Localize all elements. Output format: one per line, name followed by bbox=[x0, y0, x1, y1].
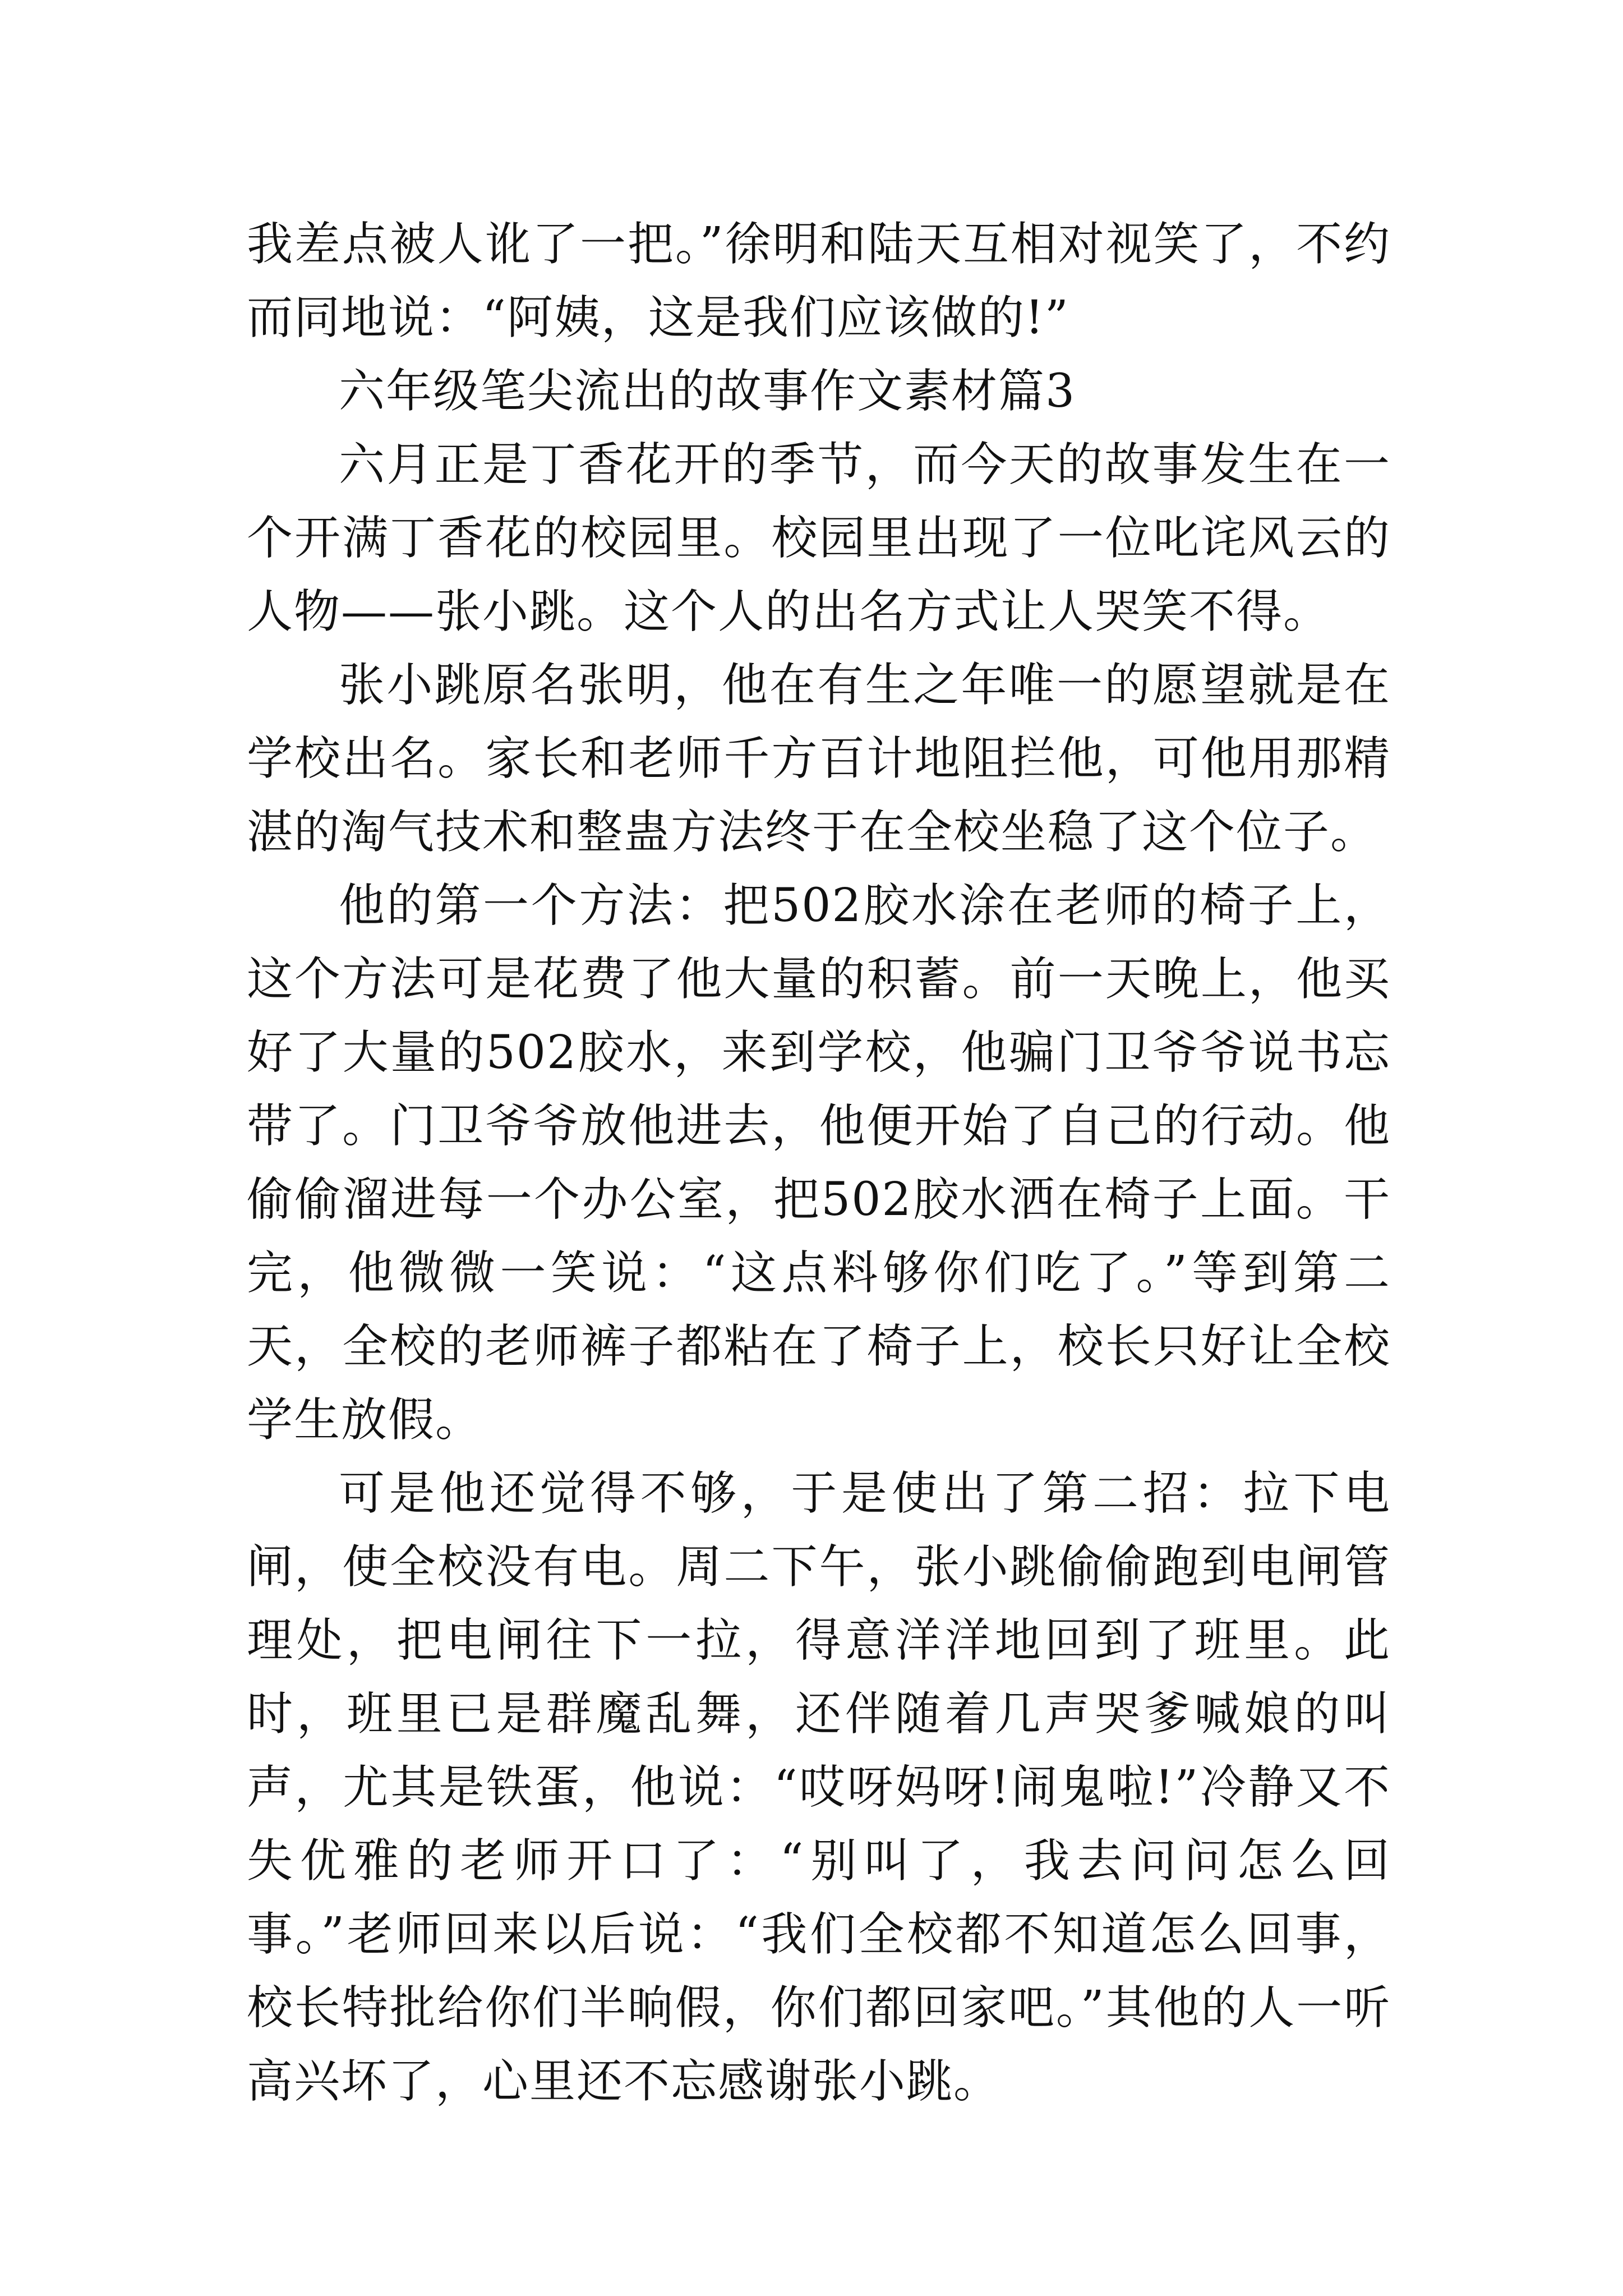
paragraph-3: 张小跳原名张明，他在有生之年唯一的愿望就是在学校出名。家长和老师千方百计地阻拦他，可他用那精湛的淘气技术和整蛊方法终于在全校坐稳了这个位子。 bbox=[247, 659, 1391, 859]
body-text bbox=[247, 208, 1391, 2118]
paragraph-2: 六月正是丁香花开的季节，而今天的故事发生在一个开满丁香花的校园里。校园里出现了一位叱诧风云的人物——张小跳。这个人的出名方式让人哭笑不得。 bbox=[247, 438, 1391, 638]
paragraph-5: 可是他还觉得不够，于是使出了第二招：拉下电闸，使全校没有电。周二下午，张小跳偷偷跑到电闸管理处，把电闸往下一拉，得意洋洋地回到了班里。此时，班里已是群魔乱舞，还伴随着几声哭爹喊娘的叫声，尤其是铁蛋，他说：“哎呀妈呀!闹鬼啦!”冷静又不失优雅的老师开口了：“别叫了，我去问问怎么回事。”老师回来以后说：“我们全校都不知道怎么回事，校长特批给你们半晌假，你们都回家吧。”其他的人一听高兴坏了，心里还不忘感谢张小跳。 bbox=[247, 1467, 1391, 2108]
paragraph-1: 我差点被人讹了一把。”徐明和陆天互相对视笑了，不约而同地说：“阿姨，这是我们应该做的!” bbox=[247, 218, 1391, 344]
section-heading: 六年级笔尖流出的故事作文素材篇3 bbox=[339, 365, 1076, 418]
paragraph-4: 他的第一个方法：把502胶水涂在老师的椅子上，这个方法可是花费了他大量的积蓄。前一天晚上，他买好了大量的502胶水，来到学校，他骗门卫爷爷说书忘带了。门卫爷爷放他进去，他便开始了自己的行动。他偷偷溜进每一个办公室，把502胶水洒在椅子上面。干完，他微微一笑说：“这点料够你们吃了。”等到第二天，全校的老师裤子都粘在了椅子上，校长只好让全校学生放假。 bbox=[247, 879, 1391, 1447]
